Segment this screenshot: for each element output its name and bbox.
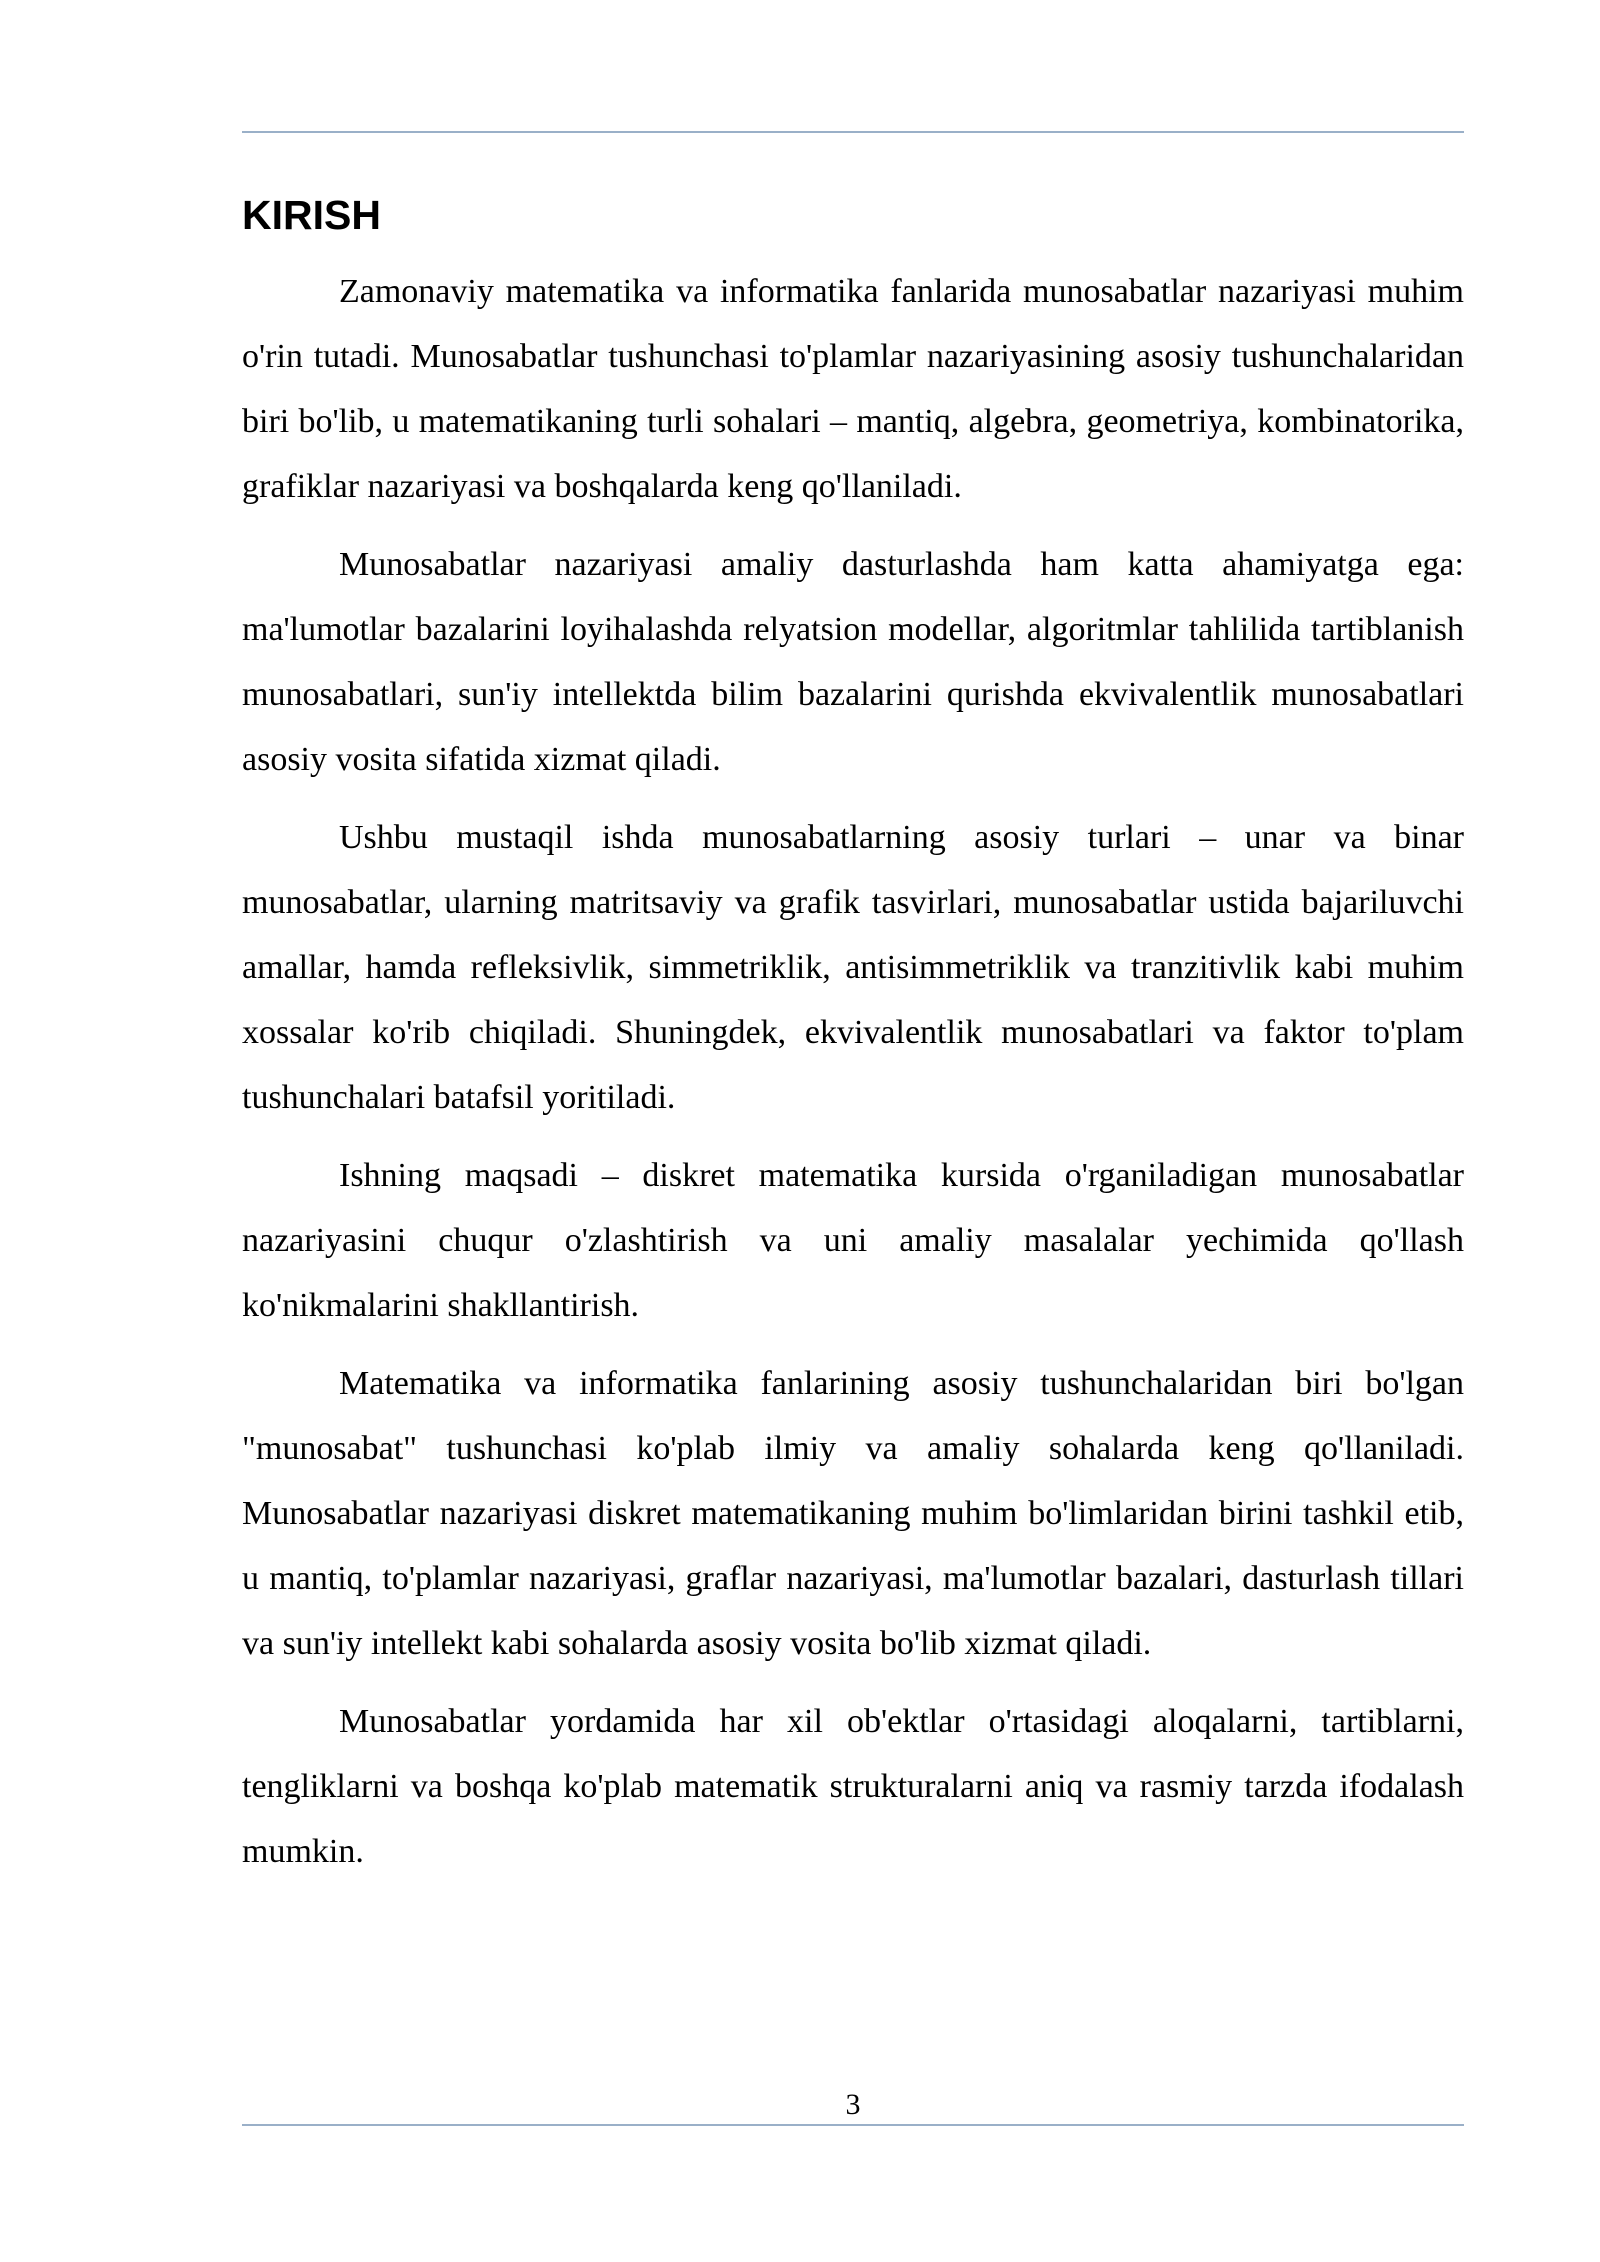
paragraph-4: Ishning maqsadi – diskret matematika kursida o'rganiladigan munosabatlar nazariyasini chuqur o'zlashtirish va uni amaliy masalalar yechimida qo'llash ko'nikmalarini shakllantirish. (242, 1157, 1464, 1324)
body-text (242, 259, 1464, 1897)
paragraph-6: Munosabatlar yordamida har xil ob'ektlar o'rtasidagi aloqalarni, tartiblarni, tengliklarni va boshqa ko'plab matematik strukturalarni aniq va rasmiy tarzda ifodalash mumkin. (242, 1703, 1464, 1870)
footer-rule (242, 2124, 1464, 2126)
header-rule (242, 131, 1464, 133)
page-number: 3 (845, 2088, 861, 2121)
paragraph-5: Matematika va informatika fanlarining asosiy tushunchalaridan biri bo'lgan "munosabat" tushunchasi ko'plab ilmiy va amaliy sohalarda keng qo'llaniladi. Munosabatlar nazariyasi diskret matematikaning muhim bo'limlaridan birini tashkil etib, u mantiq, to'plamlar nazariyasi, graflar nazariyasi, ma'lumotlar bazalari, dasturlash tillari va sun'iy intellekt kabi sohalarda asosiy vosita bo'lib xizmat qiladi. (242, 1365, 1464, 1662)
section-heading: KIRISH (242, 192, 381, 238)
paragraph-2: Munosabatlar nazariyasi amaliy dasturlashda ham katta ahamiyatga ega: ma'lumotlar bazalarini loyihalashda relyatsion modellar, algoritmlar tahlilida tartiblanish munosabatlari, sun'iy intellektda bilim bazalarini qurishda ekvivalentlik munosabatlari asosiy vosita sifatida xizmat qiladi. (242, 546, 1464, 778)
paragraph-1: Zamonaviy matematika va informatika fanlarida munosabatlar nazariyasi muhim o'rin tutadi. Munosabatlar tushunchasi to'plamlar nazariyasining asosiy tushunchalaridan biri bo'lib, u matematikaning turli sohalari – mantiq, algebra, geometriya, kombinatorika, grafiklar nazariyasi va boshqalarda keng qo'llaniladi. (242, 273, 1464, 505)
paragraph-3: Ushbu mustaqil ishda munosabatlarning asosiy turlari – unar va binar munosabatlar, ularning matritsaviy va grafik tasvirlari, munosabatlar ustida bajariluvchi amallar, hamda refleksivlik, simmetriklik, antisimmetriklik va tranzitivlik kabi muhim xossalar ko'rib chiqiladi. Shuningdek, ekvivalentlik munosabatlari va faktor to'plam tushunchalari batafsil yoritiladi. (242, 819, 1464, 1116)
